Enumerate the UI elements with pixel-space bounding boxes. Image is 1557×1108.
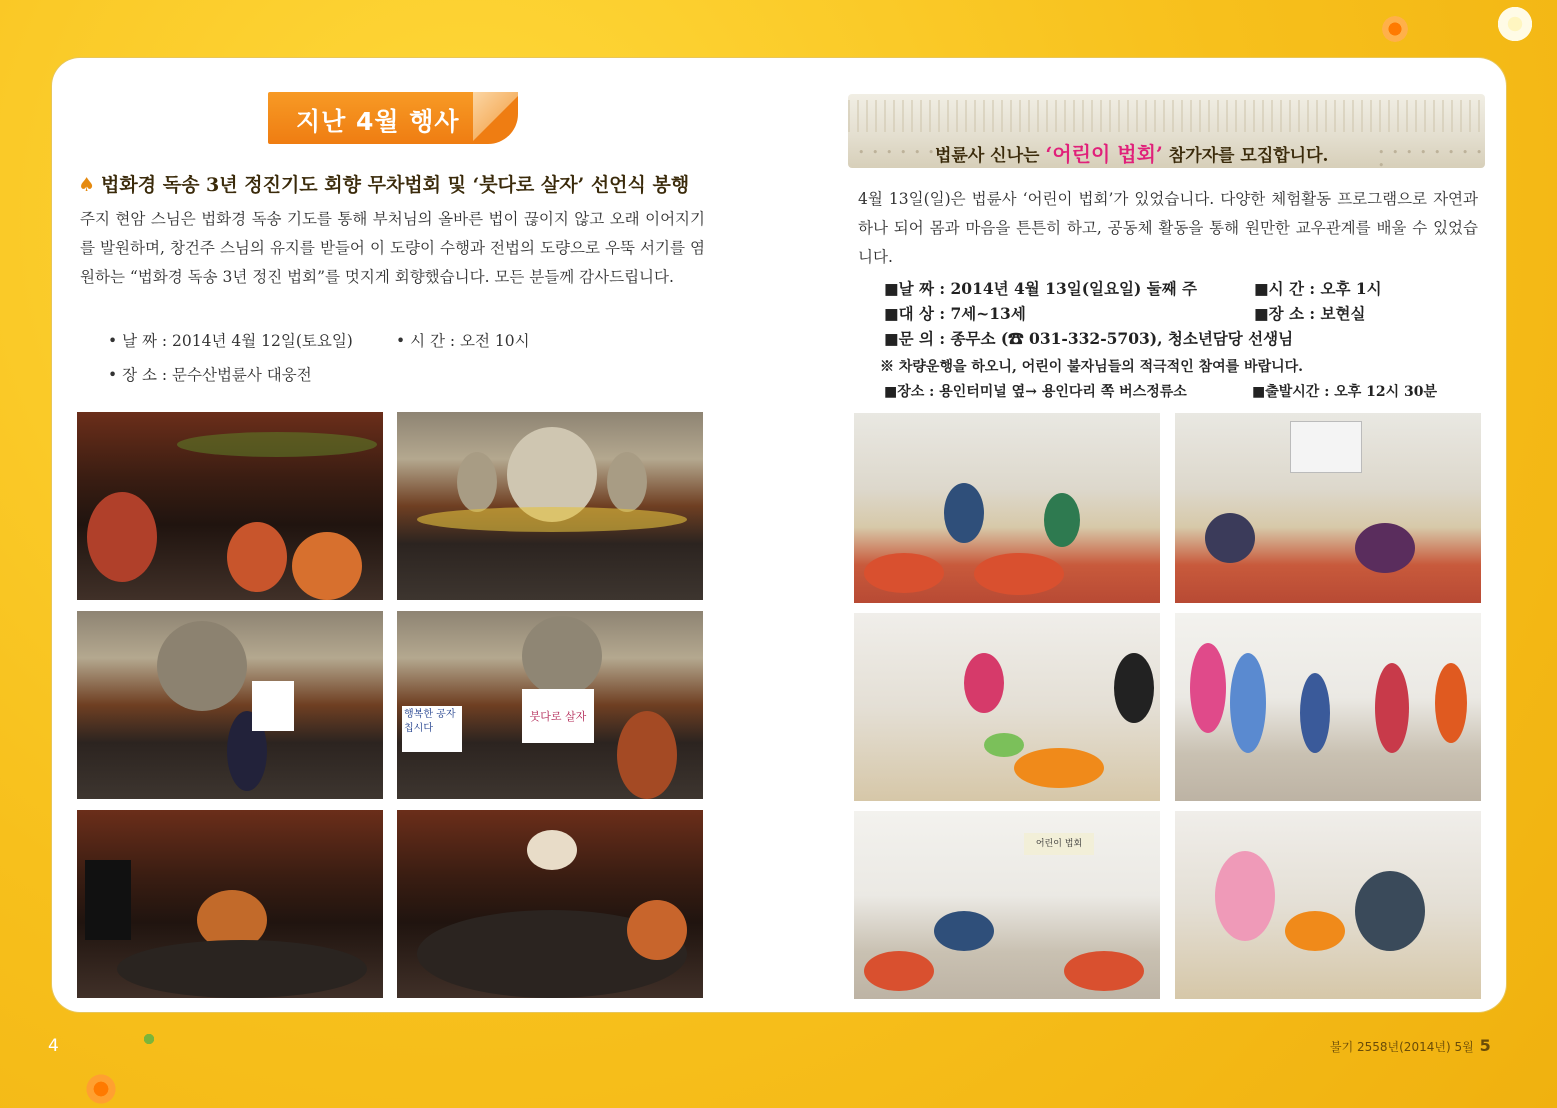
recruit-inquiry: ■문 의 : 종무소 (☎ 031-332-5703), 청소년담당 선생님 xyxy=(884,329,1294,348)
event-time: • 시 간 : 오전 10시 xyxy=(396,332,530,350)
recruit-banner xyxy=(848,94,1485,172)
tag-page-curl xyxy=(473,92,518,144)
children-dharma-body: 4월 13일(일)은 법륜사 ‘어린이 법회’가 있었습니다. 다양한 체험활동 프로그램으로 자연과 하나 되어 몸과 마음을 튼튼히 하고, 공동체 활동을 통해 원만한 교우관계를 배울 수 있었습니다. xyxy=(858,190,1478,266)
bus-place: ■장소 : 용인터미널 옆→ 용인다리 쪽 버스정류소 xyxy=(884,384,1187,400)
banner-highlight: ‘어린이 법회’ xyxy=(1045,142,1163,166)
photo-congregation-right xyxy=(397,810,703,998)
recruit-place: ■장 소 : 보현실 xyxy=(1254,304,1366,323)
article-body: 주지 현암 스님은 법화경 독송 기도를 통해 부처님의 올바른 법이 끊이지 않고 오래 이어지기를 발원하며, 창건주 스님의 유지를 받들어 이 도량이 수행과 전법의 도량으로 우뚝 서기를 염원하는 “법화경 독송 3년 정진 법회”를 멋지게 회향했습니다. 모든 분들께 감사드립니다. xyxy=(80,210,705,286)
issue-label: 불기 2558년(2014년) 5월 xyxy=(1330,1040,1474,1054)
section-tag xyxy=(268,92,518,146)
vehicle-note: ※ 차량운행을 하오니, 어린이 불자님들의 적극적인 참여를 바랍니다. xyxy=(880,359,1304,375)
flower-decoration xyxy=(1380,14,1410,44)
departure-time: ■출발시간 : 오후 12시 30분 xyxy=(1252,384,1438,400)
flower-decoration xyxy=(84,1072,118,1106)
photo-kids-standing xyxy=(1175,613,1481,801)
page-number-left: 4 xyxy=(48,1036,59,1056)
section-title: 지난 4월 행사 xyxy=(296,107,460,136)
photo-kids-lecture xyxy=(1175,413,1481,603)
photo-screen xyxy=(85,860,131,940)
photo-banner-sign: 어린이 법회 xyxy=(1024,833,1094,855)
event-place: • 장 소 : 문수산법륜사 대웅전 xyxy=(108,366,312,384)
photo-kids-circle xyxy=(854,811,1160,999)
headline-text: 법화경 독송 3년 정진기도 회향 무차법회 및 ‘붓다로 살자’ 선언식 봉행 xyxy=(101,174,690,196)
roof-pattern xyxy=(848,100,1485,132)
photo-buddha-hall xyxy=(397,412,703,600)
event-date: • 날 짜 : 2014년 4월 12일(토요일) xyxy=(108,332,353,350)
photo-monks-ceremony xyxy=(77,412,383,600)
issue-footer xyxy=(1330,1036,1491,1055)
flower-decoration xyxy=(140,1030,158,1048)
sign-live-as-buddha: 붓다로 살자 xyxy=(522,689,594,743)
flower-decoration xyxy=(1495,4,1535,44)
banner-prefix: 법륜사 신나는 xyxy=(935,146,1046,166)
photo-congregation-left xyxy=(77,810,383,998)
recruit-date: ■날 짜 : 2014년 4월 13일(일요일) 둘째 주 xyxy=(884,279,1198,298)
photo-kids-cushions xyxy=(854,413,1160,603)
recruit-target: ■대 상 : 7세~13세 xyxy=(884,304,1026,323)
photo-sign xyxy=(252,681,294,731)
photo-buddha-sign xyxy=(397,611,703,799)
photo-declaration-signs xyxy=(77,611,383,799)
banner-dots-right: • • • • • • • • • xyxy=(1378,146,1485,172)
banner-title xyxy=(935,138,1328,167)
page-number-right: 5 xyxy=(1479,1036,1491,1055)
spade-icon: ♠ xyxy=(78,174,96,196)
photo-kids-crafting xyxy=(1175,811,1481,999)
photo-lotus-craft xyxy=(854,613,1160,801)
photo-projector-screen xyxy=(1290,421,1362,473)
sign-happy-hall: 행복한 공자 칩시다 xyxy=(402,706,462,752)
banner-suffix: 참가자를 모집합니다. xyxy=(1162,146,1329,166)
banner-dots-left: • • • • • • • • xyxy=(858,146,965,159)
recruit-time: ■시 간 : 오후 1시 xyxy=(1254,279,1382,298)
article-headline xyxy=(78,170,689,197)
